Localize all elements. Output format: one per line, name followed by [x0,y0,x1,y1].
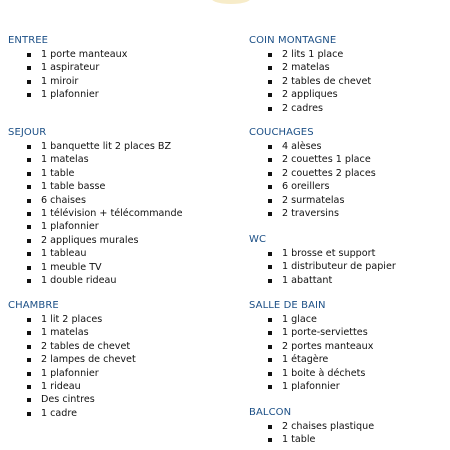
list-item-text: 2 appliques [282,89,338,101]
list-item-text: 1 meuble TV [41,261,102,273]
bullet-icon [268,318,272,322]
section-chambre [8,299,136,420]
section-title-salle-de-bain: SALLE DE BAIN [249,300,326,311]
bullet-icon [268,372,272,376]
bullet-icon [27,93,31,97]
bullet-icon [27,80,31,84]
bullet-icon [268,93,272,97]
list-item [249,420,374,433]
list-item-text: 2 portes manteaux [282,340,374,352]
list-item-text: 1 distributeur de papier [282,261,396,273]
list-item [8,247,183,260]
list-item-text: 2 lits 1 place [282,49,344,60]
list-item-text: 1 télévision + télécommande [41,207,183,219]
bullet-icon [27,212,31,216]
bullet-icon [27,239,31,243]
bullet-icon [27,158,31,162]
bullet-icon [268,158,272,162]
list-item [8,140,183,153]
section-title-sejour: SEJOUR [8,127,47,138]
bullet-icon [27,318,31,322]
section-title-entree: ENTREE [8,35,49,46]
list-item [249,75,371,88]
section-entree [8,34,127,102]
list-item [8,407,136,420]
list-item [8,380,136,393]
list-entree [8,48,127,102]
list-item-text: 6 oreillers [282,181,330,193]
list-item-text: 1 boite à déchets [282,367,366,379]
list-item-text: 4 alèses [282,141,322,152]
bullet-icon [268,265,272,269]
list-item-text: 1 étagère [282,354,329,366]
bullet-icon [268,53,272,57]
list-item [249,367,373,380]
list-item [8,261,183,274]
list-item [8,340,136,353]
list-item [249,48,371,61]
list-item-text: 1 plafonnier [41,221,99,233]
section-salle-de-bain [249,299,373,393]
list-item [8,393,136,406]
bullet-icon [27,385,31,389]
section-title-coin-montagne: COIN MONTAGNE [249,35,337,46]
list-item [249,102,371,115]
list-item [8,61,127,74]
list-item-text: 2 tables de chevet [41,340,131,352]
section-title-chambre: CHAMBRE [8,300,59,311]
list-sejour [8,140,183,287]
list-item [249,153,376,166]
list-item-text: 1 plafonnier [41,367,99,379]
list-item [249,313,373,326]
list-item [8,220,183,233]
list-item [249,61,371,74]
list-couchages [249,140,376,220]
list-item [249,433,374,446]
bullet-icon [268,331,272,335]
list-item-text: 2 matelas [282,62,330,74]
bullet-icon [268,66,272,70]
list-item [8,234,183,247]
list-item-text: 1 brosse et support [282,248,376,259]
list-item [8,180,183,193]
list-item-text: 1 table basse [41,181,106,193]
list-item [249,260,396,273]
list-item [249,326,373,339]
list-item [249,88,371,101]
bullet-icon [27,372,31,376]
list-item [8,313,136,326]
list-coin-montagne [249,48,371,115]
list-item-text: 1 double rideau [41,274,117,286]
list-item-text: 6 chaises [41,194,86,206]
list-item-text: 2 lampes de chevet [41,354,136,366]
list-item-text: 2 chaises plastique [282,421,375,432]
list-item [249,353,373,366]
list-item-text: 2 couettes 2 places [282,167,376,179]
list-item [8,75,127,88]
bullet-icon [27,398,31,402]
list-item-text: Des cintres [41,394,95,406]
bullet-icon [268,107,272,111]
section-title-couchages: COUCHAGES [249,127,314,138]
list-item-text: 2 couettes 1 place [282,154,371,166]
list-item-text: 1 plafonnier [282,380,340,392]
list-item-text: 1 table [282,434,316,446]
list-item-text: 1 aspirateur [41,62,100,74]
list-item [8,207,183,220]
bullet-icon [27,185,31,189]
list-item [249,140,376,153]
section-couchages [249,126,376,220]
bullet-icon [268,199,272,203]
bullet-icon [27,252,31,256]
list-item [8,194,183,207]
list-item-text: 1 rideau [41,380,81,392]
list-item [8,167,183,180]
list-item [249,274,396,287]
section-coin-montagne [249,34,371,115]
list-item [8,48,127,61]
bullet-icon [27,358,31,362]
list-item [8,367,136,380]
bullet-icon [27,66,31,70]
list-item-text: 1 porte-serviettes [282,327,368,339]
list-item-text: 1 tableau [41,248,87,260]
list-item-text: 1 miroir [41,75,79,87]
list-wc [249,247,396,287]
bullet-icon [268,252,272,256]
bullet-icon [268,185,272,189]
bullet-icon [27,225,31,229]
list-item-text: 1 plafonnier [41,89,99,101]
list-item [249,180,376,193]
list-item [249,207,376,220]
bullet-icon [268,438,272,442]
bullet-icon [268,345,272,349]
list-item-text: 1 glace [282,314,317,325]
bullet-icon [268,145,272,149]
list-item [249,194,376,207]
list-item-text: 2 tables de chevet [282,75,372,87]
list-chambre [8,313,136,420]
list-item [8,153,183,166]
bullet-icon [27,172,31,176]
bullet-icon [27,199,31,203]
list-item [8,326,136,339]
top-decoration [212,0,250,4]
list-item [249,340,373,353]
bullet-icon [27,279,31,283]
list-item-text: 2 cadres [282,102,324,114]
list-item-text: 1 porte manteaux [41,49,128,60]
list-item [249,167,376,180]
bullet-icon [27,266,31,270]
section-sejour [8,126,183,287]
list-item-text: 1 banquette lit 2 places BZ [41,141,172,152]
list-item-text: 1 matelas [41,327,89,339]
bullet-icon [27,145,31,149]
list-item-text: 2 appliques murales [41,234,139,246]
section-balcon [249,406,374,447]
bullet-icon [27,331,31,335]
bullet-icon [268,358,272,362]
list-salle-de-bain [249,313,373,393]
list-balcon [249,420,374,447]
bullet-icon [268,425,272,429]
list-item [8,274,183,287]
list-item [8,353,136,366]
list-item-text: 1 lit 2 places [41,314,103,325]
section-title-wc: WC [249,234,267,245]
list-item-text: 1 matelas [41,154,89,166]
list-item-text: 2 surmatelas [282,194,345,206]
bullet-icon [268,80,272,84]
list-item-text: 1 table [41,167,75,179]
list-item [8,88,127,101]
section-title-balcon: BALCON [249,407,292,418]
bullet-icon [268,279,272,283]
bullet-icon [27,412,31,416]
bullet-icon [268,172,272,176]
bullet-icon [268,212,272,216]
list-item-text: 2 traversins [282,207,340,219]
bullet-icon [268,385,272,389]
list-item-text: 1 cadre [41,407,78,419]
bullet-icon [27,53,31,57]
list-item-text: 1 abattant [282,274,333,286]
list-item [249,247,396,260]
list-item [249,380,373,393]
bullet-icon [27,345,31,349]
section-wc [249,233,396,287]
